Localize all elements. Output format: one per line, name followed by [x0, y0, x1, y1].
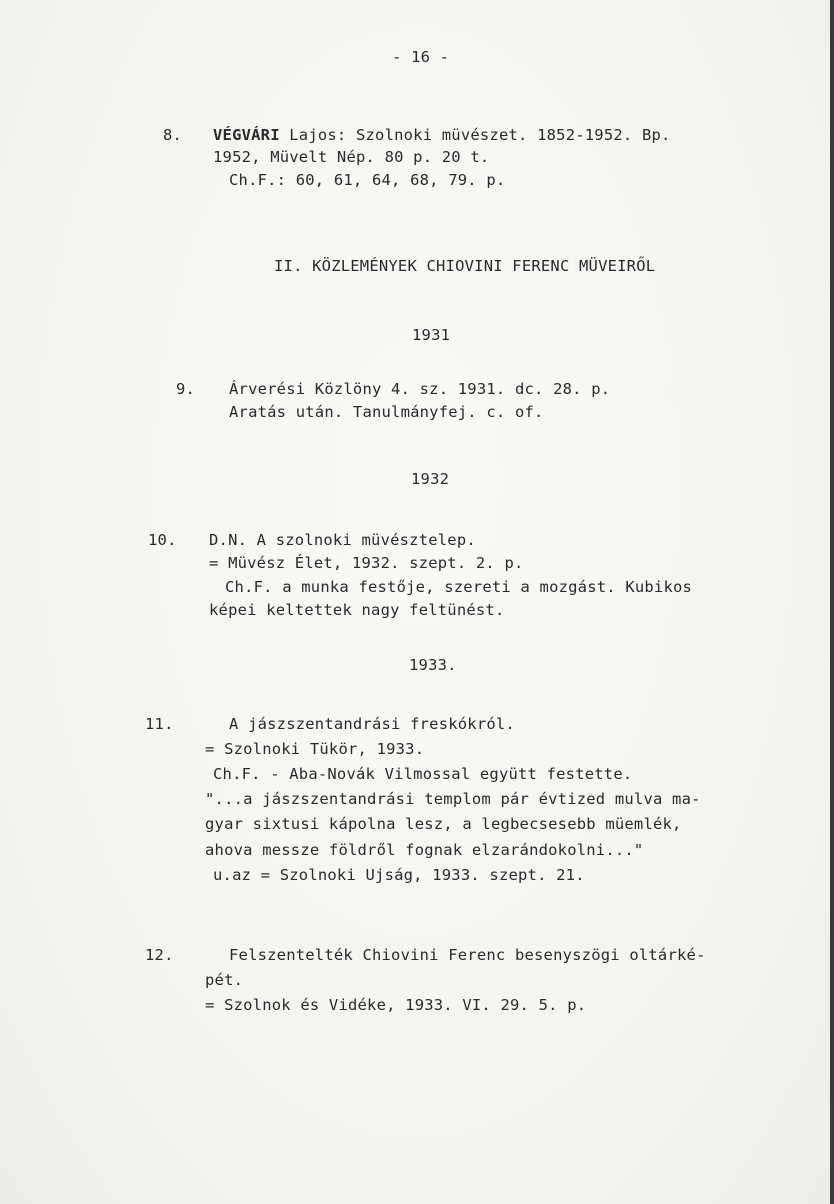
entry-line: u.az = Szolnoki Ujság, 1933. szept. 21. [213, 866, 585, 884]
entry-line: = Szolnok és Vidéke, 1933. VI. 29. 5. p. [205, 996, 587, 1014]
entry-line: képei keltettek nagy feltünést. [209, 601, 505, 619]
entry-author: VÉGVÁRI [213, 126, 280, 144]
year-heading: 1932 [411, 470, 450, 488]
entry-number: 11. [145, 715, 174, 733]
page-number: - 16 - [392, 48, 450, 66]
entry-line: "...a jászszentandrási templom pár évtized mulva ma- [205, 790, 701, 808]
year-heading: 1933. [409, 656, 457, 674]
entry-line: = Müvész Élet, 1932. szept. 2. p. [209, 554, 524, 572]
entry-line: Felszentelték Chiovini Ferenc besenyszögi oltárké- [229, 946, 706, 964]
entry-number: 12. [145, 946, 174, 964]
entry-line: Árverési Közlöny 4. sz. 1931. dc. 28. p. [229, 380, 611, 398]
entry-line: D.N. A szolnoki müvésztelep. [209, 531, 476, 549]
section-heading: II. KÖZLEMÉNYEK CHIOVINI FERENC MÜVEIRŐL [274, 257, 656, 275]
entry-line: Ch.F. a munka festője, szereti a mozgást. Kubikos [225, 578, 693, 596]
scan-edge [830, 0, 834, 1204]
entry-number: 10. [148, 531, 177, 549]
entry-line: = Szolnoki Tükör, 1933. [205, 740, 425, 758]
entry-line: Ch.F. - Aba-Novák Vilmossal együtt festette. [213, 765, 633, 783]
entry-number: 9. [176, 380, 196, 398]
entry-line: ahova messze földről fognak elzarándokolni..." [205, 841, 644, 859]
entry-line: 1952, Müvelt Nép. 80 p. 20 t. [213, 148, 490, 166]
entry-line [213, 126, 671, 144]
entry-number: 8. [163, 126, 183, 144]
entry-line: Ch.F.: 60, 61, 64, 68, 79. p. [229, 171, 506, 189]
entry-title: Lajos: Szolnoki müvészet. 1852-1952. Bp. [279, 126, 671, 144]
entry-line: gyar sixtusi kápolna lesz, a legbecsesebb müemlék, [205, 815, 682, 833]
year-heading: 1931 [412, 326, 451, 344]
entry-line: pét. [205, 971, 244, 989]
entry-line: Aratás után. Tanulmányfej. c. of. [229, 403, 544, 421]
entry-line: A jászszentandrási freskókról. [229, 715, 515, 733]
